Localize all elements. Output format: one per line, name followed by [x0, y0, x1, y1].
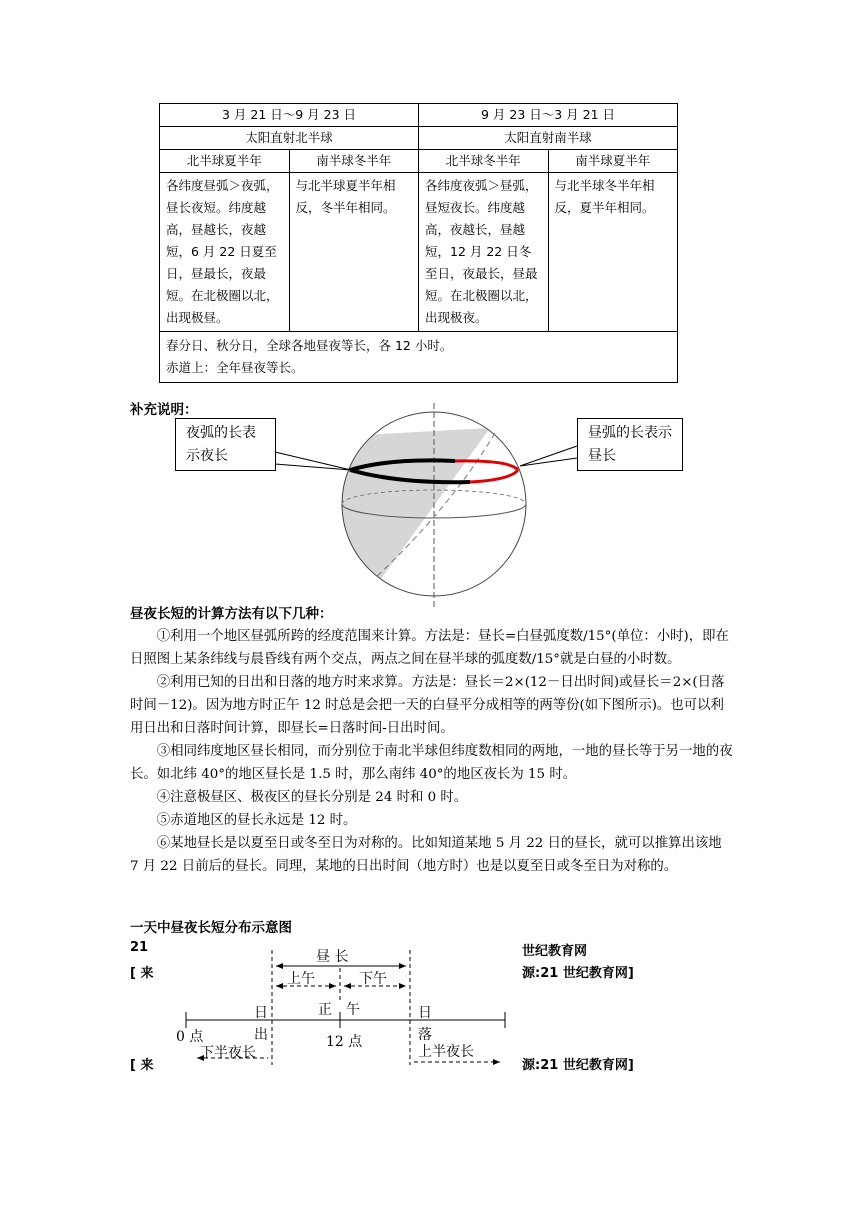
method-4: ④注意极昼区、极夜区的昼长分别是 24 时和 0 时。 — [156, 790, 468, 805]
header-period-south: 9 月 23 日～3 月 21 日 — [419, 104, 678, 127]
cell-north-winter: 各纬度夜弧＞昼弧，昼短夜长。纬度越高，夜越长，昼越短，12 月 22 日冬至日，夜最长，昼最短。在北极圈以北，出现极夜。 — [419, 173, 549, 332]
header-col-1: 北半球夏半年 — [160, 150, 290, 173]
method-3: ③相同纬度地区昼长相同，而分别位于南北半球但纬度数相同的两地，一地的昼长等于另一地的夜长。如北纬 40°的地区昼长是 1.5 时，那么南纬 40°的地区夜长为 15 时。 — [130, 744, 733, 782]
header-col-4: 南半球夏半年 — [548, 150, 678, 173]
label-zero: 0 点 — [176, 1029, 204, 1045]
method-6: ⑥某地昼长是以夏至日或冬至日为对称的。比如知道某地 5 月 22 日的昼长，就可以推算出该地 7 月 22 日前后的昼长。同理，某地的日出时间（地方时）也是以夏至日或冬至日为对称的。 — [130, 836, 722, 874]
label-sunset-b: 落 — [418, 1027, 432, 1043]
watermark-2-left: [ 来 — [130, 966, 154, 981]
diagram-heading: 一天中昼夜长短分布示意图 — [130, 920, 292, 936]
callout-day-arc: 昼弧的长表示昼长 — [577, 418, 683, 471]
cell-south-winter: 与北半球夏半年相反，冬半年相同。 — [289, 173, 419, 332]
label-afternoon: 下午 — [359, 971, 387, 987]
callout-night-arc: 夜弧的长表示夜长 — [175, 418, 276, 471]
supplement-label: 补充说明： — [130, 402, 198, 418]
label-twelve: 12 点 — [326, 1034, 363, 1050]
watermark-1-right: 世纪教育网 — [522, 944, 588, 959]
label-second-half-night: 下半夜长 — [200, 1045, 256, 1061]
method-2: ②利用已知的日出和日落的地方时来求算。方法是：昼长＝2×(12－日出时间)或昼长＝2×(日落时间－12)。因为地方时正午 12 时总是会把一天的白昼平分成相等的两等份(如下图所示)。也可以利用日出和日落时间计算，即昼长=日落时间-日出时间。 — [130, 675, 725, 736]
footer-line-2: 赤道上：全年昼夜等长。 — [166, 360, 304, 375]
label-noon-b: 午 — [346, 1002, 360, 1018]
footer-line-1: 春分日、秋分日，全球各地昼夜等长，各 12 小时。 — [166, 338, 453, 353]
label-sunrise-b: 出 — [254, 1027, 268, 1043]
watermark-3-left: [ 来 — [130, 1058, 154, 1073]
cell-north-summer: 各纬度昼弧＞夜弧，昼长夜短。纬度越高，昼越长，夜越短，6 月 22 日夏至日，昼最长，夜最短。在北极圈以北，出现极昼。 — [160, 173, 290, 332]
method-5: ⑤赤道地区的昼长永远是 12 时。 — [156, 813, 357, 828]
header-col-2: 南半球冬半年 — [289, 150, 419, 173]
header-sun-north: 太阳直射北半球 — [160, 127, 419, 150]
methods-heading: 昼夜长短的计算方法有以下几种： — [130, 606, 333, 622]
label-noon-a: 正 — [318, 1002, 332, 1018]
header-col-3: 北半球冬半年 — [419, 150, 549, 173]
header-sun-south: 太阳直射南半球 — [419, 127, 678, 150]
label-sunset-a: 日 — [418, 1005, 432, 1021]
watermark-1-left: 21 — [130, 940, 149, 955]
watermark-2-right: 源:21 世纪教育网] — [522, 966, 634, 981]
header-period-north: 3 月 21 日～9 月 23 日 — [160, 104, 419, 127]
method-1: ①利用一个地区昼弧所跨的经度范围来计算。方法是：昼长=白昼弧度数/15°(单位：小时)，即在日照图上某条纬线与晨昏线有两个交点，两点之间在昼半球的弧度数/15°就是白昼的小时数。 — [130, 629, 729, 667]
label-day-length: 昼 长 — [316, 949, 349, 965]
watermark-3-right: 源:21 世纪教育网] — [522, 1058, 634, 1073]
label-first-half-night: 上半夜长 — [418, 1044, 474, 1060]
cell-south-summer: 与北半球冬半年相反，夏半年相同。 — [548, 173, 678, 332]
label-morning: 上午 — [287, 971, 315, 987]
label-sunrise-a: 日 — [254, 1005, 268, 1021]
